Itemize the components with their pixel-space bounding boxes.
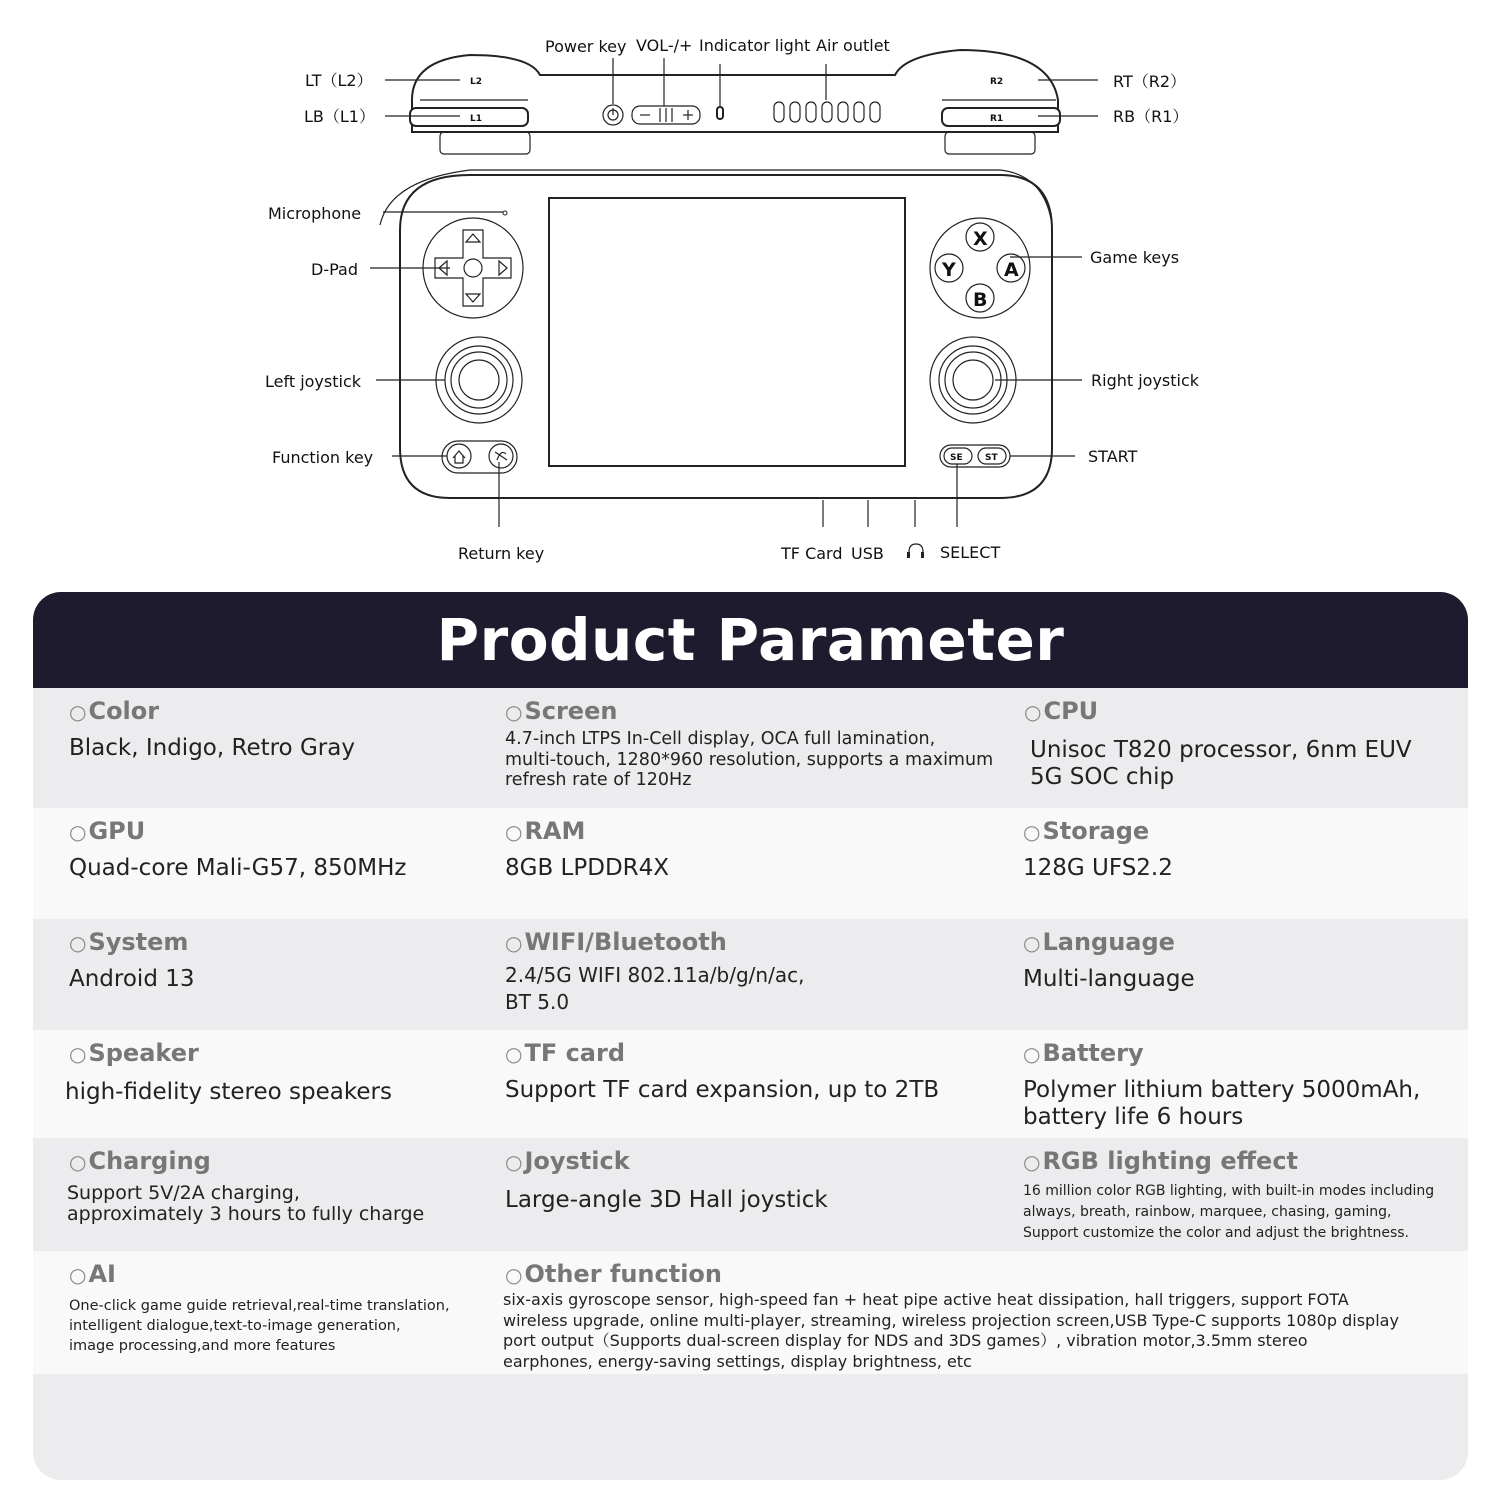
param-storage: ○Storage 128G UFS2.2 [1023,808,1463,882]
param-value: Unisoc T820 processor, 6nm EUV 5G SOC chip [1030,737,1412,790]
product-parameter-panel [33,592,1468,1480]
se-key-label: SE [950,453,963,463]
param-name: System [88,928,189,956]
param-row [33,1030,1468,1138]
param-name: Color [88,697,160,725]
param-other-function: ○Other function six-axis gyroscope sensor, high-speed fan + heat pipe active heat dissipation, hall triggers, support FOTA wireless upgrade, online multi-player, streaming, wireless projection screen,USB Type-C supports 1080p display port output（Supports dual-screen display for NDS and 3DS games）, vibration motor,3.5mm stereo earphones, energy-saving settings, display brightness, etc [505,1251,1460,1372]
r1-key-label: R1 [990,114,1004,124]
function-key-label: Function key [272,448,374,467]
param-value: Quad-core Mali-G57, 850MHz [69,855,407,881]
param-row [33,808,1468,919]
param-name: Speaker [88,1039,199,1067]
vol-label: VOL-/+ [636,36,693,55]
param-value: Support 5V/2A charging, approximately 3 hours to fully charge [67,1182,425,1225]
game-keys-label: Game keys [1090,248,1180,267]
param-row [33,919,1468,1030]
param-rgb-lighting: ○RGB lighting effect 16 million color RGB lighting, with built-in modes including always, breath, rainbow, marquee, chasing, gaming, Support customize the color and adjust the brightness. [1023,1138,1463,1244]
tf-card-label: TF Card [781,544,843,563]
dpad-label: D-Pad [311,260,358,279]
l1-key-label: L1 [470,114,482,124]
b-key-label: B [973,289,988,311]
param-value: Android 13 [69,966,195,992]
param-row [33,688,1468,808]
indicator-light [717,107,723,119]
param-name: Language [1042,928,1175,956]
param-ai: ○AI One-click game guide retrieval,real-time translation, intelligent dialogue,text-to-image generation, image processing,and more features [69,1251,499,1356]
param-wifi-bluetooth: ○WIFI/Bluetooth 2.4/5G WIFI 802.11a/b/g/n/ac, BT 5.0 [505,919,1025,1016]
param-joystick: ○Joystick Large-angle 3D Hall joystick [505,1138,1025,1214]
param-name: Joystick [524,1147,630,1175]
panel-title: Product Parameter [436,606,1065,674]
top-view [304,36,1188,154]
param-name: Other function [524,1260,722,1288]
param-name: Storage [1042,817,1150,845]
param-row [33,1251,1468,1374]
lt-label: LT（L2） [305,71,373,90]
param-name: RGB lighting effect [1042,1147,1299,1175]
param-value: six-axis gyroscope sensor, high-speed fan + heat pipe active heat dissipation, hall triggers, support FOTA wireless upgrade, online multi-player, streaming, wireless projection screen,USB Type-C supports 1080p display port output（Supports dual-screen display for NDS and 3DS games）, vibration motor,3.5mm stereo earphones, energy-saving settings, display brightness, etc [503,1290,1399,1371]
usb-label: USB [851,544,884,563]
screen [549,198,905,466]
param-name: WIFI/Bluetooth [524,928,727,956]
param-gpu: ○GPU Quad-core Mali-G57, 850MHz [69,808,499,882]
param-system: ○System Android 13 [69,919,499,993]
indicator-light-label: Indicator light [699,36,811,55]
param-value: 8GB LPDDR4X [505,855,670,881]
param-name: Charging [88,1147,211,1175]
rb-label: RB（R1） [1113,107,1189,126]
param-value: Polymer lithium battery 5000mAh, battery life 6 hours [1023,1077,1421,1130]
param-language: ○Language Multi-language [1023,919,1463,993]
a-key-label: A [1004,259,1019,281]
l2-key-label: L2 [470,77,482,87]
front-view [265,170,1200,563]
param-name: Screen [524,697,618,725]
param-charging: ○Charging Support 5V/2A charging, approximately 3 hours to fully charge [69,1138,499,1225]
left-joystick-label: Left joystick [265,372,362,391]
headphone-icon [907,544,924,558]
param-value: 128G UFS2.2 [1023,855,1173,881]
param-value: Large-angle 3D Hall joystick [505,1187,828,1213]
st-key-label: ST [985,453,998,463]
param-value: Black, Indigo, Retro Gray [69,735,355,761]
param-name: CPU [1043,697,1099,725]
param-tf-card: ○TF card Support TF card expansion, up to 2TB [505,1030,1025,1104]
start-label: START [1088,447,1138,466]
param-value: 16 million color RGB lighting, with built-in modes including always, breath, rainbow, marquee, chasing, gaming, Support customize the color and adjust the brightness. [1023,1183,1435,1241]
lb-label: LB（L1） [304,107,375,126]
x-key-label: X [973,228,988,250]
param-name: GPU [88,817,146,845]
param-value: high-fidelity stereo speakers [65,1079,392,1105]
param-battery: ○Battery Polymer lithium battery 5000mAh, battery life 6 hours [1023,1030,1463,1131]
param-color: ○Color Black, Indigo, Retro Gray [69,688,499,762]
right-joystick-label: Right joystick [1091,371,1200,390]
param-value: Support TF card expansion, up to 2TB [505,1077,940,1103]
param-speaker: ○Speaker high-fidelity stereo speakers [69,1030,499,1106]
param-ram: ○RAM 8GB LPDDR4X [505,808,1025,882]
param-name: Battery [1042,1039,1144,1067]
air-outlet-label: Air outlet [816,36,890,55]
select-label: SELECT [940,543,1001,562]
param-value: Multi-language [1023,966,1195,992]
device-diagram [0,0,1500,580]
param-row [33,1138,1468,1251]
rt-label: RT（R2） [1113,72,1187,91]
r2-key-label: R2 [990,77,1004,87]
return-key-label: Return key [458,544,545,563]
param-value: One-click game guide retrieval,real-time translation, intelligent dialogue,text-to-image generation, image processing,and more features [69,1298,450,1354]
param-name: AI [88,1260,116,1288]
param-value: 2.4/5G WIFI 802.11a/b/g/n/ac, BT 5.0 [505,963,805,1014]
param-screen: ○Screen 4.7-inch LTPS In-Cell display, OCA full lamination, multi-touch, 1280*960 resolution, supports a maximum refresh rate of 120Hz [505,688,1025,791]
param-name: RAM [524,817,586,845]
param-name: TF card [524,1039,626,1067]
microphone-label: Microphone [268,204,362,223]
param-value: 4.7-inch LTPS In-Cell display, OCA full lamination, multi-touch, 1280*960 resolution, supports a maximum refresh rate of 120Hz [505,729,994,790]
panel-header [33,592,1468,688]
power-key-label: Power key [545,37,627,56]
param-cpu: ○CPU Unisoc T820 processor, 6nm EUV 5G SOC chip [1030,688,1468,791]
y-key-label: Y [942,259,956,281]
